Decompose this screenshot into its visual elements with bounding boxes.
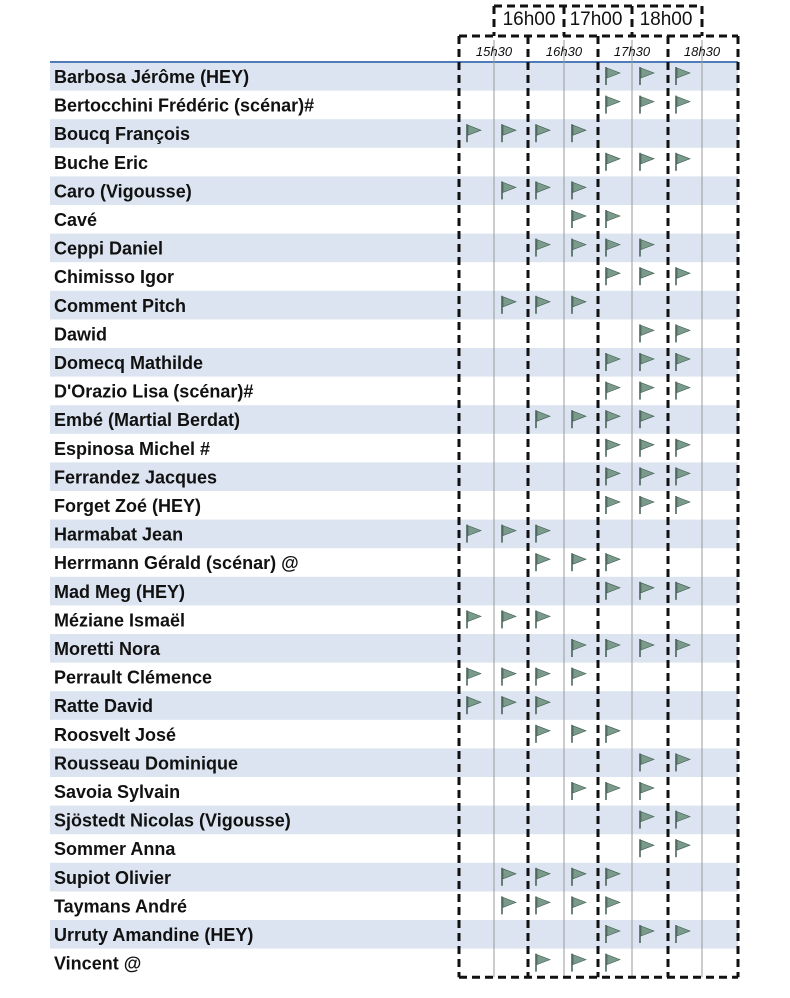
top-time-18h00: 18h00 xyxy=(639,9,693,30)
flag-icon xyxy=(606,782,620,800)
artist-name: Taymans André xyxy=(54,896,188,917)
flag-icon xyxy=(606,382,620,400)
slot-label-16h30: 16h30 xyxy=(545,44,583,59)
flag-icon xyxy=(572,954,586,972)
artist-name: Boucq François xyxy=(54,124,191,145)
artist-name: Rousseau Dominique xyxy=(54,753,239,774)
artist-name: Ferrandez Jacques xyxy=(54,467,218,488)
flag-icon xyxy=(640,839,654,857)
artist-name: Sommer Anna xyxy=(54,839,176,860)
artist-name: Moretti Nora xyxy=(54,639,161,659)
flag-icon xyxy=(640,96,654,114)
flag-icon xyxy=(536,610,550,628)
artist-name: Roosvelt José xyxy=(54,724,177,745)
flag-icon xyxy=(606,439,620,457)
flag-icon xyxy=(640,267,654,285)
flag-icon xyxy=(572,896,586,914)
artist-name: Harmabat Jean xyxy=(54,524,184,545)
flag-icon xyxy=(676,439,690,457)
artist-name: Méziane Ismaël xyxy=(54,610,186,631)
flag-icon xyxy=(606,496,620,514)
flag-icon xyxy=(467,610,481,628)
artist-name: Urruty Amandine (HEY) xyxy=(54,925,254,945)
flag-icon xyxy=(572,668,586,686)
artist-name: Perrault Clémence xyxy=(54,667,213,688)
artist-name: Embé (Martial Berdat) xyxy=(54,410,241,431)
slot-label-17h30: 17h30 xyxy=(613,44,651,59)
flag-icon xyxy=(572,210,586,228)
artist-name: Vincent @ xyxy=(54,953,142,974)
flag-icon xyxy=(536,668,550,686)
flag-icon xyxy=(606,954,620,972)
flag-icon xyxy=(572,782,586,800)
flag-icon xyxy=(536,553,550,571)
flag-icon xyxy=(572,725,586,743)
flag-icon xyxy=(606,210,620,228)
flag-icon xyxy=(536,896,550,914)
flag-icon xyxy=(676,496,690,514)
artist-name: Comment Pitch xyxy=(54,295,187,316)
artist-name: Barbosa Jérôme (HEY) xyxy=(54,67,250,87)
flag-icon xyxy=(640,382,654,400)
flag-icon xyxy=(502,668,516,686)
artist-name: Ceppi Daniel xyxy=(54,238,164,259)
artist-name: Buche Eric xyxy=(54,152,149,173)
slot-label-15h30: 15h30 xyxy=(475,44,513,59)
artist-name: Chimisso Igor xyxy=(54,267,175,288)
artist-name: Dawid xyxy=(54,324,108,345)
artist-name: Espinosa Michel # xyxy=(54,438,211,459)
flag-icon xyxy=(640,439,654,457)
flag-icon xyxy=(676,96,690,114)
row-band xyxy=(50,691,738,720)
flag-icon xyxy=(676,153,690,171)
flag-icon xyxy=(536,954,550,972)
flag-icon xyxy=(640,153,654,171)
artist-name: Forget Zoé (HEY) xyxy=(54,496,201,516)
slot-label-18h30: 18h30 xyxy=(683,44,721,59)
flag-icon xyxy=(606,153,620,171)
top-time-17h00: 17h00 xyxy=(569,9,623,30)
flag-icon xyxy=(572,553,586,571)
flag-icon xyxy=(676,839,690,857)
artist-name: Herrmann Gérald (scénar) @ xyxy=(54,553,299,574)
artist-name: Sjöstedt Nicolas (Vigousse) xyxy=(54,810,291,831)
artist-name: Ratte David xyxy=(54,696,154,717)
artist-name: Domecq Mathilde xyxy=(54,353,204,373)
flag-icon xyxy=(467,668,481,686)
flag-icon xyxy=(502,896,516,914)
artist-name: Caro (Vigousse) xyxy=(54,181,192,202)
flag-icon xyxy=(640,324,654,342)
artist-name: Bertocchini Frédéric (scénar)# xyxy=(54,95,315,116)
artist-name: Mad Meg (HEY) xyxy=(54,581,186,602)
flag-icon xyxy=(640,496,654,514)
artist-name: D'Orazio Lisa (scénar)# xyxy=(54,381,254,402)
flag-icon xyxy=(676,382,690,400)
flag-icon xyxy=(536,725,550,743)
flag-icon xyxy=(606,553,620,571)
artist-name: Supiot Olivier xyxy=(54,867,172,888)
flag-icon xyxy=(502,610,516,628)
flag-icon xyxy=(640,782,654,800)
artist-name: Savoia Sylvain xyxy=(54,782,181,802)
top-time-16h00: 16h00 xyxy=(502,9,556,30)
flag-icon xyxy=(606,896,620,914)
artist-name: Cavé xyxy=(54,210,98,230)
flag-icon xyxy=(606,267,620,285)
flag-icon xyxy=(676,324,690,342)
flag-icon xyxy=(606,96,620,114)
flag-icon xyxy=(606,725,620,743)
flag-icon xyxy=(676,267,690,285)
